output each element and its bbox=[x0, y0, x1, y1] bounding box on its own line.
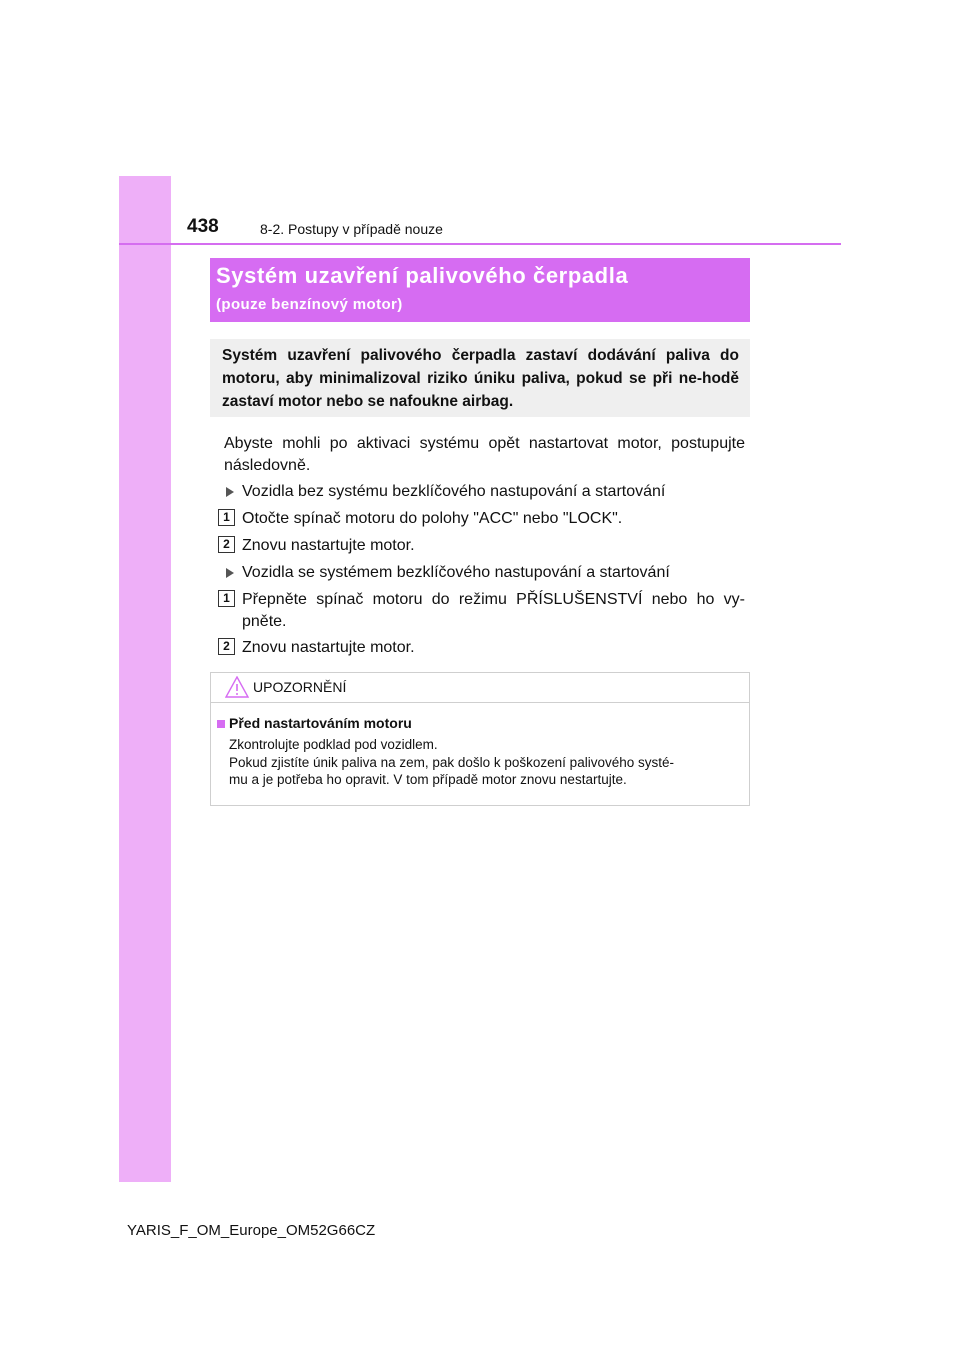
step-number-badge: 2 bbox=[218, 536, 235, 553]
warning-line: Pokud zjistíte únik paliva na zem, pak došlo k poškození palivového systé- bbox=[229, 754, 674, 770]
warning-line: mu a je potřeba ho opravit. V tom případě motor znovu nestartujte. bbox=[229, 772, 627, 787]
warning-triangle-icon bbox=[225, 676, 249, 698]
warning-box bbox=[210, 672, 750, 806]
step-number-badge: 2 bbox=[218, 638, 235, 655]
section-title: 8-2. Postupy v případě nouze bbox=[260, 221, 443, 237]
title-banner bbox=[210, 258, 750, 322]
instructions-paragraph: Abyste mohli po aktivaci systému opět nastartovat motor, postupujte následovně. bbox=[224, 435, 745, 474]
chapter-side-bar bbox=[119, 176, 171, 1182]
warning-label: UPOZORNĚNÍ bbox=[253, 679, 347, 695]
step-text: Otočte spínač motoru do polohy "ACC" nebo "LOCK". bbox=[242, 510, 623, 527]
footer-document-id: YARIS_F_OM_Europe_OM52G66CZ bbox=[127, 1222, 376, 1239]
step-number-badge: 1 bbox=[218, 509, 235, 526]
triangle-bullet-icon bbox=[226, 568, 234, 578]
page-subtitle: (pouze benzínový motor) bbox=[216, 296, 403, 313]
step-text: Znovu nastartujte motor. bbox=[242, 537, 415, 554]
intro-text: Systém uzavření palivového čerpadla zastaví dodávání paliva do motoru, aby minimalizoval riziko úniku paliva, pokud se při ne-hodě zastaví motor nebo se nafoukne airbag. bbox=[222, 347, 739, 410]
intro-box bbox=[210, 339, 750, 417]
warning-header bbox=[211, 673, 749, 703]
warning-text bbox=[229, 736, 741, 789]
group-heading-keyless: Vozidla se systémem bezklíčového nastupování a startování bbox=[242, 564, 670, 581]
warning-line: Zkontrolujte podklad pod vozidlem. bbox=[229, 737, 438, 752]
warning-subheading: Před nastartováním motoru bbox=[229, 715, 412, 731]
square-bullet-icon bbox=[217, 720, 225, 728]
step-number-badge: 1 bbox=[218, 590, 235, 607]
page-number: 438 bbox=[187, 216, 219, 237]
group-heading-no-keyless: Vozidla bez systému bezklíčového nastupování a startování bbox=[242, 483, 666, 500]
step-text: Znovu nastartujte motor. bbox=[242, 639, 415, 656]
page-title: Systém uzavření palivového čerpadla bbox=[216, 263, 629, 288]
header-divider bbox=[119, 243, 841, 245]
triangle-bullet-icon bbox=[226, 487, 234, 497]
step-text: Přepněte spínač motoru do režimu PŘÍSLUŠENSTVÍ nebo ho vy-pněte. bbox=[242, 591, 745, 630]
